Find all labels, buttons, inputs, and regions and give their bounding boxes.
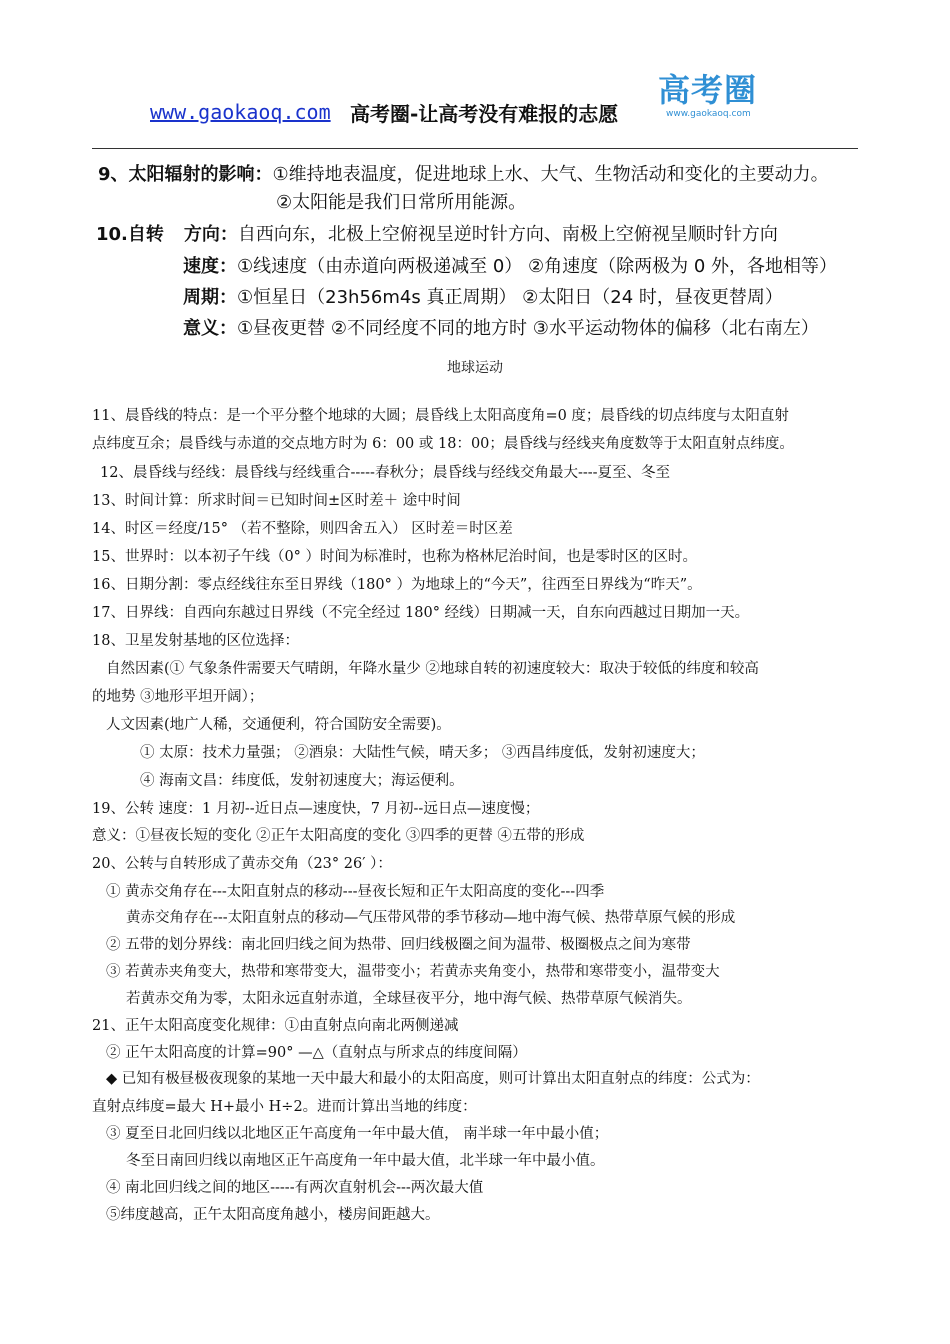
header-divider — [92, 148, 858, 149]
sec10-speed — [183, 252, 837, 278]
text-line: ② 五带的划分界线：南北回归线之间为热带、回归线极圈之间为温带、极圈极点之间为寒带 — [106, 937, 691, 953]
text-line: 12、晨昏线与经线：晨昏线与经线重合-----春秋分；晨昏线与经线交角最大----夏至、冬至 — [100, 465, 671, 481]
text-line: 16、日期分割：零点经线往东至日界线（180° ）为地球上的“今天”，往西至日界线为“昨天”。 — [92, 577, 702, 593]
sec9-text1: ①维持地表温度，促进地球上水、大气、生物活动和变化的主要动力。 — [272, 164, 829, 185]
site-link[interactable]: www.gaokaoq.com — [150, 100, 331, 124]
text-line: 20、公转与自转形成了黄赤交角（23° 26′ ）： — [92, 856, 392, 872]
text-line: ③ 若黄赤夹角变大，热带和寒带变大，温带变小；若黄赤夹角变小，热带和寒带变小，温带变大 — [106, 964, 720, 980]
text-line: ② 正午太阳高度的计算=90° —△（直射点与所求点的纬度间隔） — [106, 1045, 527, 1061]
sec10-label: 10.自转 — [96, 224, 164, 245]
text-line: 19、公转 速度：1 月初--近日点—速度快，7 月初--远日点—速度慢； — [92, 801, 540, 817]
sec9-line2: ②太阳能是我们日常所用能源。 — [276, 192, 527, 213]
text-line: 13、时间计算：所求时间＝已知时间±区时差＋ 途中时间 — [92, 493, 461, 509]
meaning-label: 意义： — [183, 318, 237, 339]
sec10-period — [183, 283, 783, 309]
text-line: ④ 南北回归线之间的地区-----有两次直射机会---两次最大值 — [106, 1180, 484, 1196]
text-line: ◆ 已知有极昼极夜现象的某地一天中最大和最小的太阳高度，则可计算出太阳直射点的纬度：公式为： — [106, 1071, 760, 1087]
sec10-meaning — [183, 314, 819, 340]
text-line: 21、正午太阳高度变化规律：①由直射点向南北两侧递减 — [92, 1018, 459, 1034]
text-line: 若黄赤交角为零，太阳永远直射赤道，全球昼夜平分，地中海气候、热带草原气候消失。 — [126, 991, 692, 1007]
text-line: ① 黄赤交角存在---太阳直射点的移动---昼夜长短和正午太阳高度的变化---四季 — [106, 884, 605, 900]
sec9-line1 — [98, 160, 829, 186]
gaokaoq-logo — [658, 72, 786, 124]
direction-text: 自西向东，北极上空俯视呈逆时针方向、南极上空俯视呈顺时针方向 — [237, 224, 778, 245]
logo-text: 高考圈 — [658, 71, 758, 109]
meaning-text: ①昼夜更替 ②不同经度不同的地方时 ③水平运动物体的偏移（北右南左） — [237, 318, 819, 339]
logo-url: www.gaokaoq.com — [666, 109, 751, 119]
speed-label: 速度： — [183, 256, 237, 277]
header-slogan: 高考圈-让高考没有难报的志愿 — [350, 102, 619, 126]
text-line: 人文因素(地广人稀，交通便利，符合国防安全需要)。 — [106, 717, 451, 733]
text-line: 冬至日南回归线以南地区正午高度角一年中最大值，北半球一年中最小值。 — [126, 1153, 605, 1169]
text-line: 点纬度互余；晨昏线与赤道的交点地方时为 6：00 或 18：00；晨昏线与经线夹角度数等于太阳直射点纬度。 — [92, 436, 794, 452]
text-line: ③ 夏至日北回归线以北地区正午高度角一年中最大值， 南半球一年中最小值； — [106, 1126, 609, 1142]
text-line: 直射点纬度=最大 H+最小 H÷2。进而计算出当地的纬度： — [92, 1099, 477, 1115]
text-line: 14、时区＝经度/15° （若不整除，则四舍五入） 区时差＝时区差 — [92, 521, 513, 537]
speed-text: ①线速度（由赤道向两极递减至 0） ②角速度（除两极为 0 外，各地相等） — [237, 256, 838, 277]
sec9-label: 9、太阳辐射的影响： — [98, 164, 273, 185]
text-line: 自然因素(① 气象条件需要天气晴朗，年降水量少 ②地球自转的初速度较大：取决于较低的纬度和较高 — [106, 661, 759, 677]
text-line: 18、卫星发射基地的区位选择： — [92, 633, 299, 649]
text-line: ⑤纬度越高，正午太阳高度角越小，楼房间距越大。 — [106, 1207, 440, 1223]
text-line: ④ 海南文昌：纬度低，发射初速度大；海运便利。 — [140, 773, 464, 789]
text-line: 11、晨昏线的特点：是一个平分整个地球的大圆；晨昏线上太阳高度角=0 度；晨昏线的切点纬度与太阳直射 — [92, 408, 789, 424]
text-line: 的地势 ③地形平坦开阔）； — [92, 689, 264, 705]
text-line: 意义：①昼夜长短的变化 ②正午太阳高度的变化 ③四季的更替 ④五带的形成 — [92, 828, 585, 844]
text-line: 黄赤交角存在---太阳直射点的移动—气压带风带的季节移动—地中海气候、热带草原气候的形成 — [126, 910, 736, 926]
direction-label: 方向： — [183, 224, 238, 245]
text-line: 17、日界线：自西向东越过日界线（不完全经过 180° 经线）日期减一天，自东向西越过日期加一天。 — [92, 605, 750, 621]
section-title: 地球运动 — [447, 360, 503, 376]
text-line: 15、世界时：以本初子午线（0° ）时间为标准时，也称为格林尼治时间，也是零时区的区时。 — [92, 549, 698, 565]
period-label: 周期： — [183, 287, 237, 308]
text-line: ① 太原：技术力量强； ②酒泉：大陆性气候，晴天多； ③西昌纬度低，发射初速度大； — [140, 745, 705, 761]
sec10-direction — [96, 220, 778, 246]
period-text: ①恒星日（23h56m4s 真正周期） ②太阳日（24 时，昼夜更替周） — [237, 287, 783, 308]
